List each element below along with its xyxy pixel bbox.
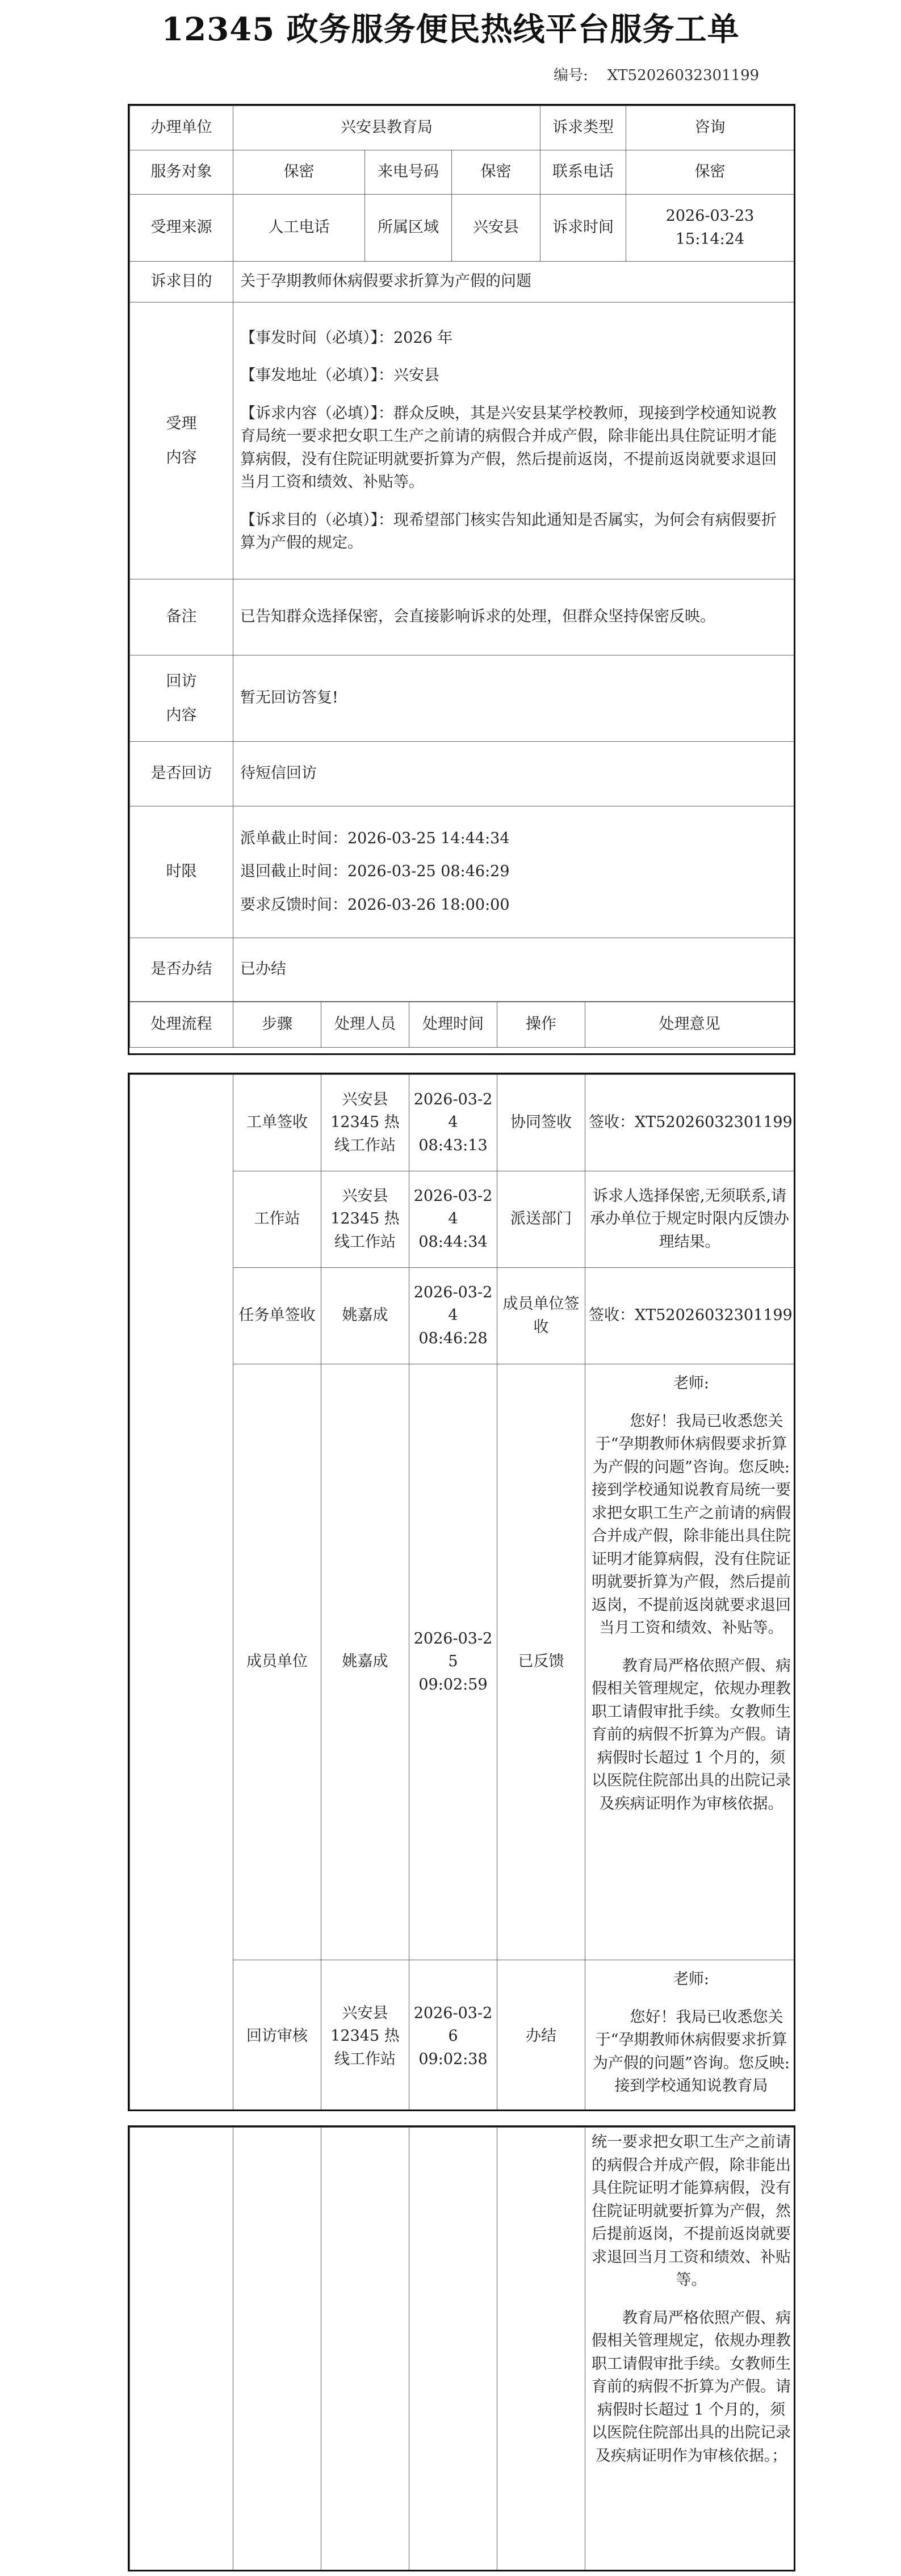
label-revisit-flag: 是否回访 <box>130 742 233 806</box>
row-opinion <box>585 1960 794 2112</box>
row-staff: 兴安县12345 热线工作站 <box>321 1960 409 2112</box>
row-opinion: 签收：XT52026032301199 <box>585 1075 794 1171</box>
row-time: 2026-03-2 4 08:43:13 <box>409 1075 497 1171</box>
header-step: 步骤 <box>233 1002 321 1048</box>
label-revisit-content: 回访内容 <box>130 655 233 742</box>
label-remarks: 备注 <box>130 579 233 655</box>
row-action: 协同签收 <box>497 1075 585 1171</box>
content-appeal: 【诉求内容（必填）】：群众反映，其是兴安县某学校教师，现接到学校通知说教育局统一要求把女职工生产之前请的病假合并成产假，除非能出具住院证明才能算病假，没有住院证明就要折算为产假，然后提前返岗，不提前返岗就要求退回当月工资和绩效、补贴等。 <box>240 404 777 491</box>
label-content: 受理内容 <box>130 302 233 579</box>
row-opinion: 签收：XT52026032301199 <box>585 1268 794 1364</box>
work-order-table <box>129 106 794 1002</box>
opinion-paragraph: 您好！我局已收悉您关于“孕期教师休病假要求折算为产假的问题”咨询。您反映:接到学校通知说教育局统一要求把女职工生产之前请的病假合并成产假，除非能出具住院证明才能算病假，没有住院证明就要折算为产假，然后提前返岗，不提前返岗就要求退回当月工资和绩效、补贴等。 <box>592 1412 791 1637</box>
process-table <box>129 1074 794 2111</box>
opinion-paragraph: 统一要求把女职工生产之前请的病假合并成产假，除非能出具住院证明才能算病假，没有住院证明就要折算为产假，然后提前返岗，不提前返岗就要求退回当月工资和绩效、补贴等。 <box>592 2133 791 2289</box>
value-revisit-flag: 待短信回访 <box>233 742 794 806</box>
row-opinion-continued <box>585 2128 794 2570</box>
opinion-paragraph: 您好！我局已收悉您关于“孕期教师休病假要求折算为产假的问题”咨询。您反映:接到学校通知说教育局 <box>593 2008 790 2095</box>
value-caller: 保密 <box>452 150 540 195</box>
value-done-flag: 已办结 <box>233 938 794 1002</box>
row-step: 工作站 <box>233 1171 321 1268</box>
form-page-2 <box>128 1073 795 2111</box>
label-process: 处理流程 <box>130 1002 233 1048</box>
form-page-3 <box>128 2125 795 2571</box>
value-appeal-time <box>626 195 794 262</box>
process-table-continued <box>129 2127 794 2570</box>
content-time: 【事发时间（必填）】：2026 年 <box>240 329 453 347</box>
row-staff: 姚嘉成 <box>321 1268 409 1364</box>
label-purpose: 诉求目的 <box>130 262 233 302</box>
row-opinion: 诉求人选择保密,无须联系,请承办单位于规定时限内反馈办理结果。 <box>585 1171 794 1268</box>
value-dept: 兴安县教育局 <box>233 106 540 150</box>
content-address: 【事发地址（必填）】：兴安县 <box>240 367 439 384</box>
process-label-spacer <box>130 1075 233 2112</box>
value-contact: 保密 <box>626 150 794 195</box>
continued-cell <box>409 2128 497 2570</box>
header-time: 处理时间 <box>409 1002 497 1048</box>
form-page-1 <box>128 104 795 1055</box>
label-appeal-time: 诉求时间 <box>540 195 626 262</box>
opinion-paragraph: 教育局严格依照产假、病假相关管理规定，依规办理教职工请假审批手续。女教师生育前的病假不折算为产假。请病假时长超过 1 个月的，须以医院住院部出具的出院记录及疾病证明作为审核依据。； <box>592 2309 791 2465</box>
label-contact: 联系电话 <box>540 150 626 195</box>
row-action: 派送部门 <box>497 1171 585 1268</box>
continued-cell <box>233 2128 321 2570</box>
opinion-salutation: 老师: <box>673 1375 710 1392</box>
row-time: 2026-03-2 4 08:44:34 <box>409 1171 497 1268</box>
row-action: 成员单位签收 <box>497 1268 585 1364</box>
content-goal: 【诉求目的（必填）】：现希望部门核实告知此通知是否属实，为何会有病假要折算为产假的规定。 <box>240 511 777 552</box>
value-appeal-type: 咨询 <box>626 106 794 150</box>
page-title: 12345 政务服务便民热线平台服务工单 <box>161 11 740 48</box>
deadline-dispatch: 派单截止时间：2026-03-25 14:44:34 <box>240 830 510 848</box>
row-staff: 兴安县12345 热线工作站 <box>321 1171 409 1268</box>
continued-cell <box>130 2128 233 2570</box>
row-step: 回访审核 <box>233 1960 321 2112</box>
row-step: 任务单签收 <box>233 1268 321 1364</box>
serial-number <box>554 64 759 85</box>
value-purpose: 关于孕期教师休病假要求折算为产假的问题 <box>233 262 794 302</box>
label-appeal-type: 诉求类型 <box>540 106 626 150</box>
row-step: 成员单位 <box>233 1364 321 1960</box>
row-staff: 姚嘉成 <box>321 1364 409 1960</box>
value-service-target: 保密 <box>233 150 365 195</box>
header-opinion: 处理意见 <box>585 1002 794 1048</box>
continued-cell <box>321 2128 409 2570</box>
row-step: 工单签收 <box>233 1075 321 1171</box>
header-staff: 处理人员 <box>321 1002 409 1048</box>
row-action: 办结 <box>497 1960 585 2112</box>
continued-cell <box>497 2128 585 2570</box>
value-source: 人工电话 <box>233 195 365 262</box>
label-caller: 来电号码 <box>365 150 452 195</box>
serial-value: XT52026032301199 <box>607 67 760 84</box>
process-row <box>130 1075 794 1171</box>
label-region: 所属区域 <box>365 195 452 262</box>
label-source: 受理来源 <box>130 195 233 262</box>
row-time: 2026-03-2 6 09:02:38 <box>409 1960 497 2112</box>
deadline-feedback: 要求反馈时间：2026-03-26 18:00:00 <box>240 896 510 914</box>
serial-label: 编号: <box>554 67 588 84</box>
label-dept: 办理单位 <box>130 106 233 150</box>
value-remarks: 已告知群众选择保密，会直接影响诉求的处理，但群众坚持保密反映。 <box>233 579 794 655</box>
row-staff: 兴安县12345 热线工作站 <box>321 1075 409 1171</box>
label-deadline: 时限 <box>130 806 233 938</box>
label-service-target: 服务对象 <box>130 150 233 195</box>
row-opinion <box>585 1364 794 1960</box>
opinion-salutation: 老师: <box>673 1970 710 1988</box>
deadline-return: 退回截止时间：2026-03-25 08:46:29 <box>240 863 510 881</box>
row-time: 2026-03-2 5 09:02:59 <box>409 1364 497 1960</box>
header-action: 操作 <box>497 1002 585 1048</box>
process-row-continued <box>130 2128 794 2570</box>
opinion-paragraph: 教育局严格依照产假、病假相关管理规定，依规办理教职工请假审批手续。女教师生育前的病假不折算为产假。请病假时长超过 1 个月的，须以医院住院部出具的出院记录及疾病证明作为审核依据。 <box>592 1657 791 1813</box>
label-done-flag: 是否办结 <box>130 938 233 1002</box>
process-header-table <box>129 1002 794 1048</box>
value-deadline <box>233 806 794 938</box>
row-time: 2026-03-2 4 08:46:28 <box>409 1268 497 1364</box>
value-content <box>233 302 794 579</box>
value-region: 兴安县 <box>452 195 540 262</box>
row-action: 已反馈 <box>497 1364 585 1960</box>
appeal-time-date: 2026-03-23 <box>665 207 755 225</box>
value-revisit-content: 暂无回访答复! <box>233 655 794 742</box>
appeal-time-clock: 15:14:24 <box>675 230 745 248</box>
